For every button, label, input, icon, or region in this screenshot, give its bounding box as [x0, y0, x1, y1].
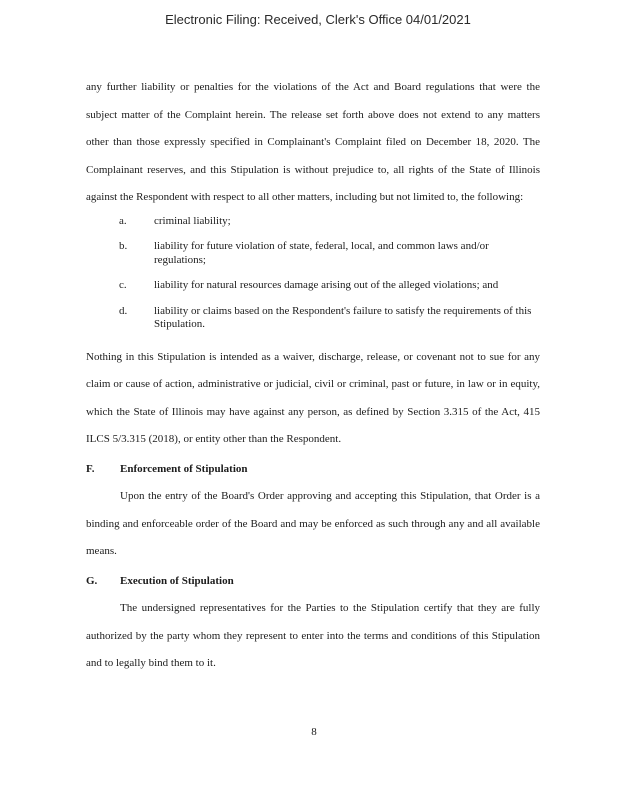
enforcement-heading — [86, 456, 540, 484]
list-marker: c. — [119, 279, 127, 291]
list-marker: a. — [119, 214, 127, 227]
section-title: Enforcement of Stipulation — [120, 462, 248, 475]
enforcement-paragraph: Upon the entry of the Board's Order approving and accepting this Stipulation, that Order is a binding and enforceable order of the Board and may be enforced as such through any and all available means. — [86, 490, 540, 557]
page-number: 8 — [311, 726, 317, 738]
reserved-rights-list — [86, 215, 540, 332]
waiver-paragraph: Nothing in this Stipulation is intended as a waiver, discharge, release, or covenant not to sue for any claim or cause of action, administrative or judicial, civil or criminal, past or future, in law or in equity, which the State of Illinois may have against any person, as defined by Section 3.315 of the Act, 415 ILCS 5/3.315 (2018), or entity other than the Respondent. — [86, 350, 540, 445]
section-title: Execution of Stipulation — [120, 574, 234, 587]
list-marker: b. — [119, 240, 128, 252]
execution-paragraph: The undersigned representatives for the Parties to the Stipulation certify that they are fully authorized by the party whom they represent to enter into the terms and conditions of this Stipulation and to legally bind them to it. — [86, 602, 540, 669]
list-item-text: liability or claims based on the Respondent's failure to satisfy the requirements of this Stipulation. — [154, 304, 532, 330]
electronic-filing-header: Electronic Filing: Received, Clerk's Office 04/01/2021 — [165, 12, 471, 27]
list-item-text: criminal liability; — [154, 214, 231, 227]
list-item-text: liability for future violation of state, federal, local, and common laws and/or regulations; — [154, 240, 489, 266]
list-item — [86, 279, 540, 293]
section-letter: F. — [86, 462, 95, 475]
intro-paragraph: any further liability or penalties for the violations of the Act and Board regulations that were the subject matter of the Complaint herein. The release set forth above does not extend to any matters other than those expressly specified in Complainant's Complaint filed on December 18, 2020. The Complainant reserves, and this Stipulation is without prejudice to, all rights of the State of Illinois against the Respondent with respect to all other matters, including but not limited to, the following: — [86, 81, 540, 203]
list-item — [86, 240, 540, 267]
document-body — [86, 74, 540, 678]
list-item — [86, 215, 540, 229]
list-marker: d. — [119, 304, 128, 317]
list-item — [86, 305, 540, 332]
section-letter: G. — [86, 574, 98, 587]
list-item-text: liability for natural resources damage arising out of the alleged violations; and — [154, 279, 499, 291]
execution-heading — [86, 568, 540, 596]
